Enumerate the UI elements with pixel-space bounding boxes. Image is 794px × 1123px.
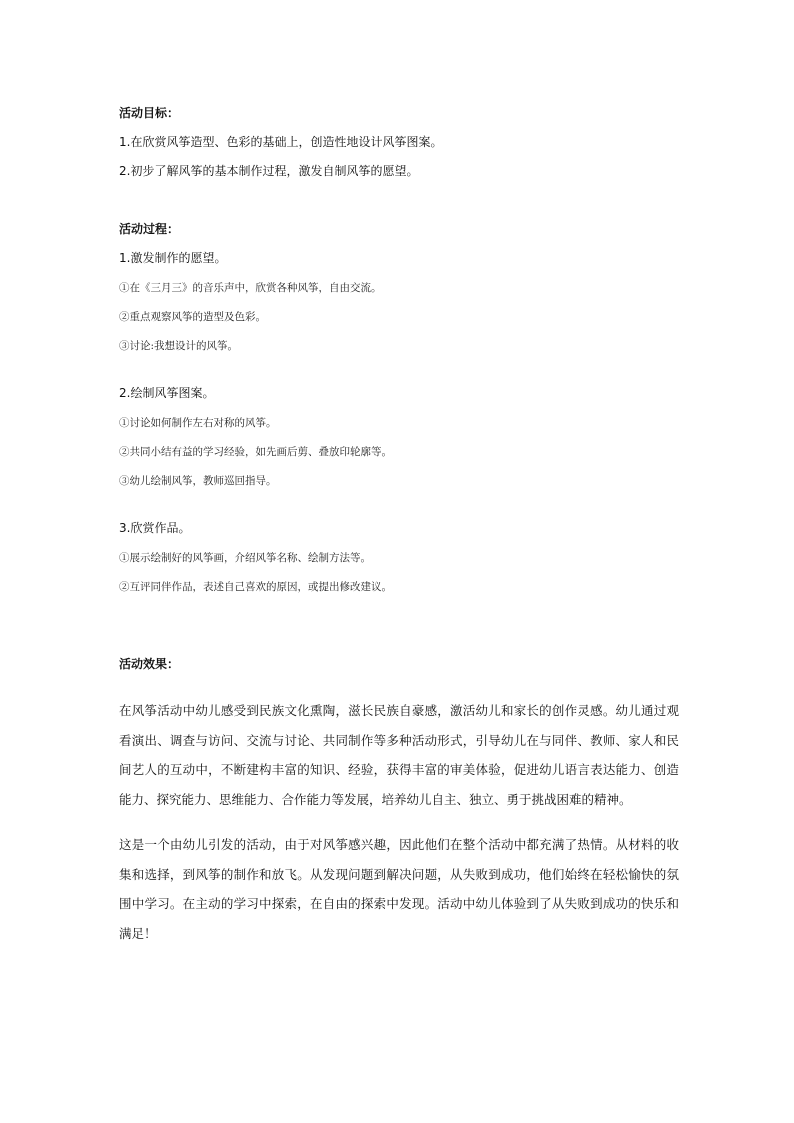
effects-paragraph: 这是一个由幼儿引发的活动，由于对风筝感兴趣，因此他们在整个活动中都充满了热情。从材料的收集和选择，到风筝的制作和放飞。从发现问题到解决问题，从失败到成功，他们始终在轻松愉快的氛围中学习。在主动的学习中探索，在自由的探索中发现。活动中幼儿体验到了从失败到成功的快乐和满足！ — [119, 837, 679, 941]
effects-heading: 活动效果： — [119, 657, 180, 671]
step-item: ②共同小结有益的学习经验，如先画后剪、叠放印轮廓等。 — [119, 446, 392, 458]
goal-item: 1.在欣赏风筝造型、色彩的基础上，创造性地设计风筝图案。 — [119, 135, 443, 149]
step-item: ①在《三月三》的音乐声中，欣赏各种风筝，自由交流。 — [119, 282, 382, 294]
step-item: ③幼儿绘制风筝，教师巡回指导。 — [119, 475, 277, 487]
step-title: 3.欣赏作品。 — [119, 521, 191, 535]
goals-heading: 活动目标： — [119, 106, 180, 120]
effects-paragraph: 在风筝活动中幼儿感受到民族文化熏陶，滋长民族自豪感，激活幼儿和家长的创作灵感。幼儿通过观看演出、调查与访问、交流与讨论、共同制作等多种活动形式，引导幼儿在与同伴、教师、家人和民间艺人的互动中，不断建构丰富的知识、经验，获得丰富的审美体验，促进幼儿语言表达能力、创造能力、探究能力、思维能力、合作能力等发展，培养幼儿自主、独立、勇于挑战困难的精神。 — [119, 703, 679, 807]
process-heading: 活动过程： — [119, 222, 180, 236]
step-item: ①讨论如何制作左右对称的风筝。 — [119, 417, 277, 429]
step-item: ②互评同伴作品，表述自己喜欢的原因，或提出修改建议。 — [119, 581, 392, 593]
step-title: 2.绘制风筝图案。 — [119, 386, 215, 400]
step-item: ①展示绘制好的风筝画，介绍风筝名称、绘制方法等。 — [119, 552, 371, 564]
step-item: ②重点观察风筝的造型及色彩。 — [119, 311, 266, 323]
step-title: 1.激发制作的愿望。 — [119, 251, 227, 265]
goal-item: 2.初步了解风筝的基本制作过程，激发自制风筝的愿望。 — [119, 164, 419, 178]
step-item: ③讨论:我想设计的风筝。 — [119, 340, 239, 352]
